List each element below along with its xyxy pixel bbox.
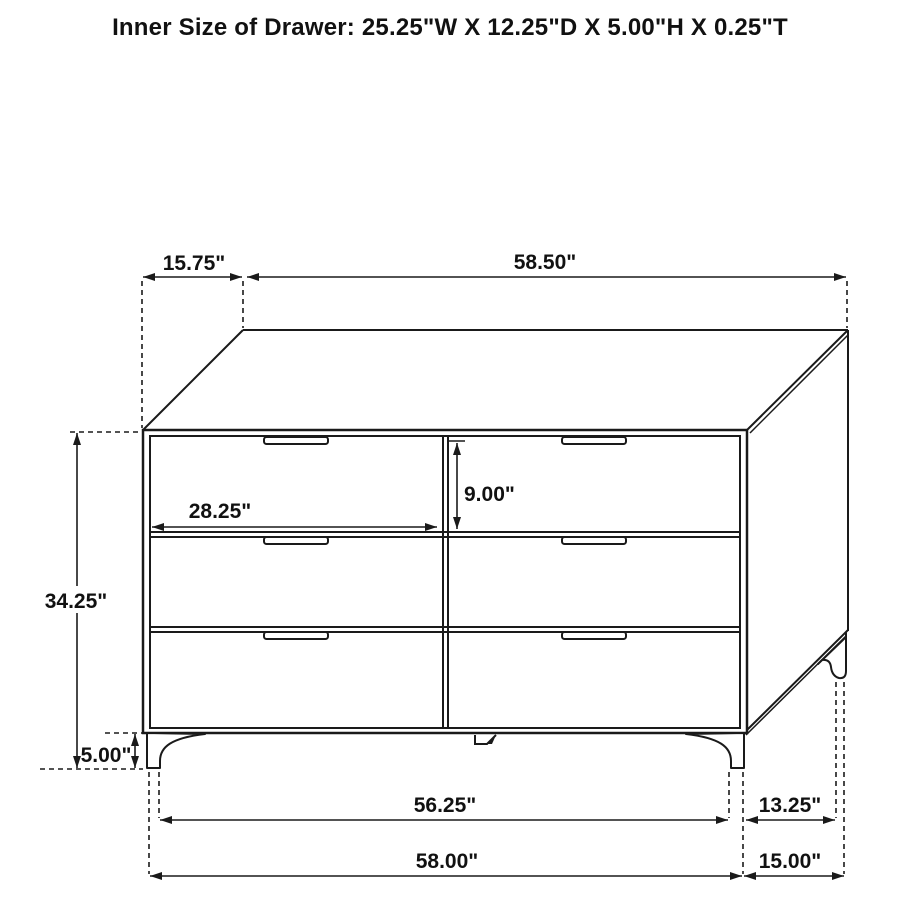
dimension-label-top-depth: 15.75" [162, 252, 226, 275]
bottom-dimensions [150, 794, 844, 876]
dimension-label-bottom-inner-width: 56.25" [413, 794, 477, 817]
drawer-handle [264, 632, 328, 639]
dresser-front-face [143, 430, 747, 733]
diagram-title: Inner Size of Drawer: 25.25"W X 12.25"D X 5.00"H X 0.25"T [112, 14, 788, 41]
dimension-label-drawer-width: 28.25" [188, 500, 252, 523]
dimension-label-bottom-overall-width: 58.00" [415, 850, 479, 873]
dimension-label-bottom-inner-depth: 13.25" [758, 794, 822, 817]
front-right-leg [686, 733, 744, 768]
top-dimensions [143, 251, 846, 277]
front-face-outline [143, 430, 747, 733]
left-dimensions [40, 432, 147, 769]
drawer-handle [264, 537, 328, 544]
dimension-label-leg-height: 5.00" [80, 744, 132, 767]
dimension-label-bottom-overall-depth: 15.00" [758, 850, 822, 873]
drawer-handle [562, 537, 626, 544]
dimension-label-top-width: 58.50" [513, 251, 577, 274]
dimension-label-drawer-height: 9.00" [464, 483, 515, 506]
dimension-label-overall-height: 34.25" [44, 590, 108, 613]
drawer-handle [264, 437, 328, 444]
center-support-bracket [475, 735, 496, 744]
front-left-leg [147, 733, 205, 768]
dresser-front-legs [147, 733, 744, 768]
dresser-top-face [143, 330, 848, 433]
top-extension-lines [142, 281, 847, 428]
drawer-handle [562, 632, 626, 639]
drawer-handle [562, 437, 626, 444]
